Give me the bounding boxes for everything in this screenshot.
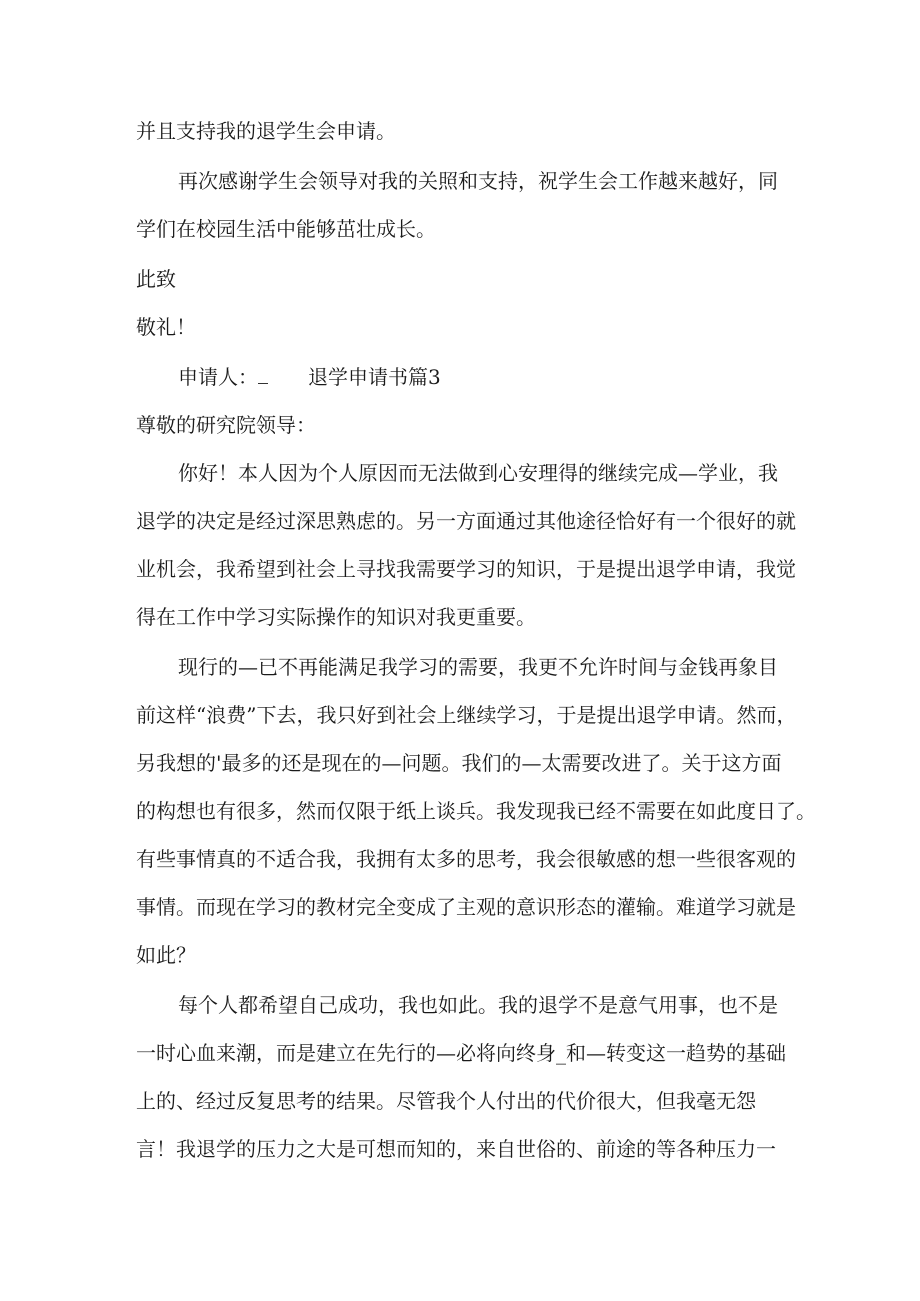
applicant-line	[178, 364, 441, 390]
salutation: 尊敬的研究院领导：	[136, 413, 316, 437]
text-line: 上的、经过反复思考的结果。尽管我个人付出的代价很大，但我毫无怨	[136, 1089, 756, 1113]
applicant-label: 申请人：	[178, 365, 258, 389]
text-line: 如此？	[136, 943, 196, 967]
text-line: 敬礼！	[136, 315, 196, 339]
text-line: 一时心血来潮，而是建立在先行的—必将向终身_和—转变这一趋势的基础	[136, 1041, 786, 1065]
text-line: 事情。而现在学习的教材完全变成了主观的意识形态的灌输。难道学习就是	[136, 895, 796, 919]
text-line: 并且支持我的退学生会申请。	[136, 119, 396, 143]
text-line: 学们在校园生活中能够茁壮成长。	[136, 217, 436, 241]
text-line: 言！我退学的压力之大是可想而知的，来自世俗的、前途的等各种压力一	[136, 1137, 776, 1161]
text-line: 业机会，我希望到社会上寻找我需要学习的知识，于是提出退学申请，我觉	[136, 557, 796, 581]
text-line: 此致	[136, 267, 176, 291]
text-line: 现行的—已不再能满足我学习的需要，我更不允许时间与金钱再象目	[178, 655, 778, 679]
text-line: 每个人都希望自己成功，我也如此。我的退学不是意气用事，也不是	[178, 993, 778, 1017]
section-heading: 退学申请书篇3	[308, 365, 441, 389]
text-line: 前这样“浪费”下去，我只好到社会上继续学习，于是提出退学申请。然而，	[136, 703, 797, 727]
text-line: 你好！本人因为个人原因而无法做到心安理得的继续完成—学业，我	[178, 461, 778, 485]
text-line: 再次感谢学生会领导对我的关照和支持，祝学生会工作越来越好，同	[178, 169, 778, 193]
text-line: 另我想的'最多的还是现在的—问题。我们的—太需要改进了。关于这方面	[136, 751, 782, 775]
text-line: 退学的决定是经过深思熟虑的。另一方面通过其他途径恰好有一个很好的就	[136, 509, 796, 533]
applicant-blank	[258, 365, 268, 384]
text-line: 有些事情真的不适合我，我拥有太多的思考，我会很敏感的想一些很客观的	[136, 847, 796, 871]
text-line: 的构想也有很多，然而仅限于纸上谈兵。我发现我已经不需要在如此度日了。	[136, 799, 816, 823]
text-line: 得在工作中学习实际操作的知识对我更重要。	[136, 605, 536, 629]
